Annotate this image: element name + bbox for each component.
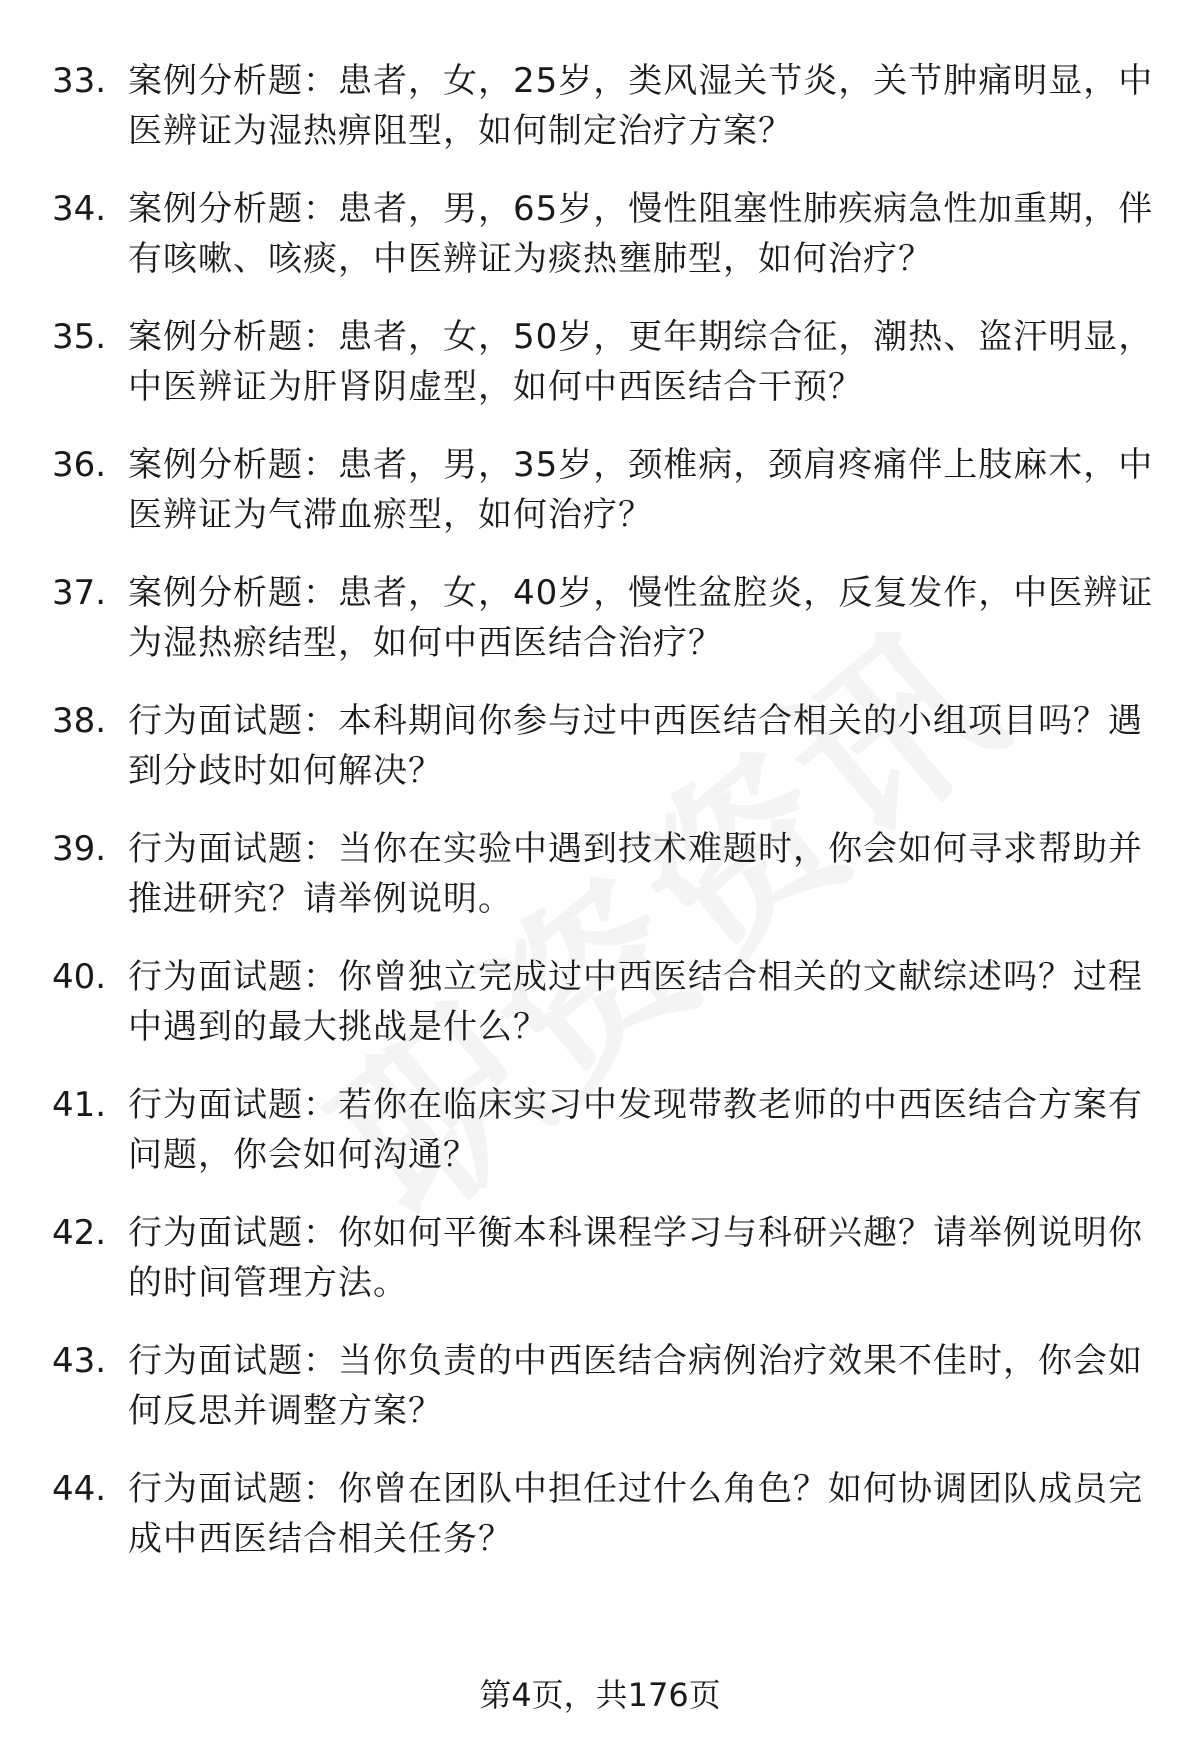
question-number: 37. [52,573,107,613]
question-item [0,56,1200,184]
question-item [0,1208,1200,1336]
question-text: 行为面试题：你曾在团队中担任过什么角色？如何协调团队成员完成中西医结合相关任务？ [128,1469,1143,1559]
question-item [0,568,1200,696]
question-text: 行为面试题：当你负责的中西医结合病例治疗效果不佳时，你会如何反思并调整方案？ [128,1341,1143,1431]
question-item [0,1464,1200,1592]
question-text: 案例分析题：患者，女，50岁，更年期综合征，潮热、盗汗明显，中医辨证为肝肾阴虚型，如何中西医结合干预？ [128,317,1154,407]
question-text: 案例分析题：患者，男，35岁，颈椎病，颈肩疼痛伴上肢麻木，中医辨证为气滞血瘀型，如何治疗？ [128,445,1154,535]
question-number: 40. [52,957,107,997]
question-text: 行为面试题：若你在临床实习中发现带教老师的中西医结合方案有问题，你会如何沟通？ [128,1085,1143,1175]
question-number: 38. [52,701,107,741]
question-number: 43. [52,1341,107,1381]
question-number: 35. [52,317,107,357]
question-item [0,824,1200,952]
question-number: 44. [52,1469,107,1509]
question-list [0,56,1200,1592]
question-number: 36. [52,445,107,485]
question-text: 行为面试题：当你在实验中遇到技术难题时，你会如何寻求帮助并推进研究？请举例说明。 [128,829,1143,919]
question-text: 案例分析题：患者，女，40岁，慢性盆腔炎，反复发作，中医辨证为湿热瘀结型，如何中西医结合治疗？ [128,573,1154,663]
question-text: 行为面试题：本科期间你参与过中西医结合相关的小组项目吗？遇到分歧时如何解决？ [128,701,1143,791]
question-number: 33. [52,61,107,101]
question-item [0,312,1200,440]
question-item [0,1080,1200,1208]
question-item [0,1336,1200,1464]
question-number: 39. [52,829,107,869]
question-text: 行为面试题：你曾独立完成过中西医结合相关的文献综述吗？过程中遇到的最大挑战是什么？ [128,957,1143,1047]
question-item [0,952,1200,1080]
question-item [0,696,1200,824]
question-item [0,440,1200,568]
question-number: 34. [52,189,107,229]
question-text: 案例分析题：患者，女，25岁，类风湿关节炎，关节肿痛明显，中医辨证为湿热痹阻型，如何制定治疗方案？ [128,61,1154,151]
question-text: 案例分析题：患者，男，65岁，慢性阻塞性肺疾病急性加重期，伴有咳嗽、咳痰，中医辨证为痰热壅肺型，如何治疗？ [128,189,1154,279]
question-number: 41. [52,1085,107,1125]
question-number: 42. [52,1213,107,1253]
question-item [0,184,1200,312]
page-footer: 第4页，共176页 [479,1676,721,1714]
question-text: 行为面试题：你如何平衡本科课程学习与科研兴趣？请举例说明你的时间管理方法。 [128,1213,1143,1303]
